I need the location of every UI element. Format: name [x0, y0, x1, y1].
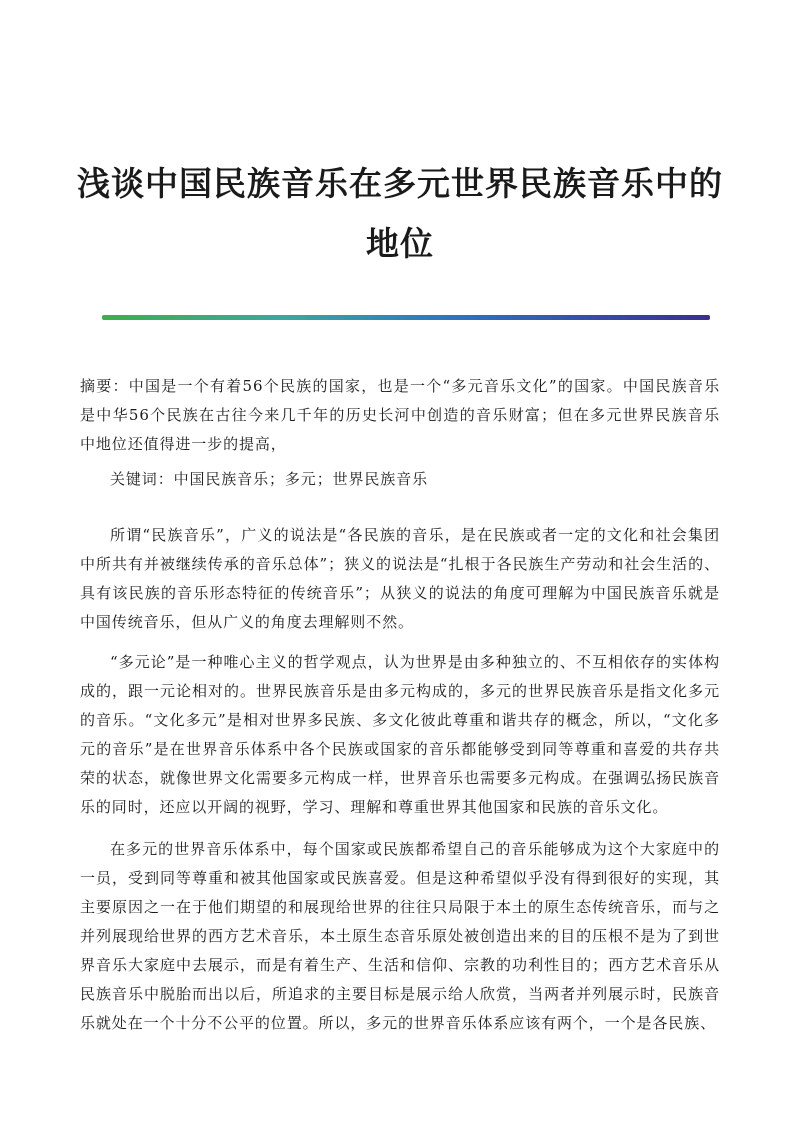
- body-paragraph-2: “多元论”是一种唯心主义的哲学观点，认为世界是由多种独立的、不互相依存的实体构成的，跟一元论相对的。世界民族音乐是由多元构成的，多元的世界民族音乐是指文化多元的音乐。“文化多元”是相对世界多民族、多文化彼此尊重和谐共存的概念，所以，“文化多元的音乐”是在世界音乐体系中各个民族或国家的音乐都能够受到同等尊重和喜爱的共存共荣的状态，就像世界文化需要多元构成一样，世界音乐也需要多元构成。在强调弘扬民族音乐的同时，还应以开阔的视野，学习、理解和尊重世界其他国家和民族的音乐文化。: [80, 653, 720, 816]
- title-divider: [102, 315, 710, 320]
- document-title-line-1: 浅谈中国民族音乐在多元世界民族音乐中的: [77, 164, 723, 203]
- keywords-line: 关键词：中国民族音乐；多元；世界民族音乐: [110, 470, 429, 488]
- body-paragraph-1: 所谓“民族音乐”，广义的说法是“各民族的音乐，是在民族或者一定的文化和社会集团中所共有并被继续传承的音乐总体”；狭义的说法是“扎根于各民族生产劳动和社会生活的、具有该民族的音乐形态特征的传统音乐”；从狭义的说法的角度可理解为中国民族音乐就是中国传统音乐，但从广义的角度去理解则不然。: [80, 526, 720, 631]
- abstract-paragraph: 摘要：中国是一个有着56个民族的国家，也是一个“多元音乐文化”的国家。中国民族音乐是中华56个民族在古往今来几千年的历史长河中创造的音乐财富；但在多元世界民族音乐中地位还值得进一步的提高，: [80, 377, 720, 453]
- document-title-line-2: 地位: [366, 224, 434, 263]
- body-paragraph-3: 在多元的世界音乐体系中，每个国家或民族都希望自己的音乐能够成为这个大家庭中的一员，受到同等尊重和被其他国家或民族喜爱。但是这种希望似乎没有得到很好的实现，其主要原因之一在于他们期望的和展现给世界的往往只局限于本土的原生态传统音乐，而与之并列展现给世界的西方艺术音乐，本土原生态音乐原处被创造出来的目的压根不是为了到世界音乐大家庭中去展示，而是有着生产、生活和信仰、宗教的功利性目的；西方艺术音乐从民族音乐中脱胎而出以后，所追求的主要目标是展示给人欣赏，当两者并列展示时，民族音乐就处在一个十分不公平的位置。所以，多元的世界音乐体系应该有两个，一个是各民族、: [80, 840, 720, 1032]
